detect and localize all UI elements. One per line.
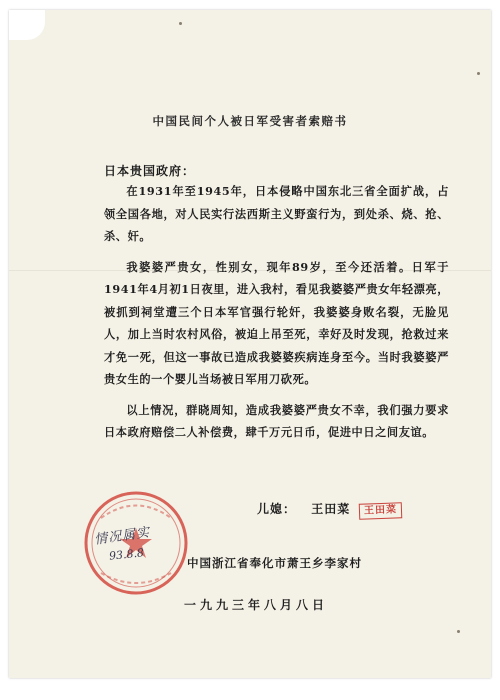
stamp-handwriting: 情况属实: [93, 525, 152, 548]
document-date: 一九九三年八月八日: [184, 598, 329, 612]
document-page: [9, 10, 491, 678]
signer-seal: 王田菜: [359, 502, 403, 519]
signer-line: [257, 500, 402, 519]
paragraph-2: 我婆婆严贵女，性别女，现年89岁，至今还活着。日军于1941年4月初1日夜里，进入我村，看见我婆婆严贵女年轻漂亮，被抓到祠堂遭三个日本军官强行轮奸，我婆婆身败名裂，无脸见人，加上当时农村风俗，被迫上吊至死，幸好及时发现，抢救过来才免一死，但这一事故已造成我婆婆疾病连身至今。当时我婆婆严贵女生的一个婴儿当场被日军用刀砍死。: [104, 259, 449, 386]
paragraph-1: 在1931年至1945年，日本侵略中国东北三省全面扩战，占领全国各地，对人民实行法西斯主义野蛮行为，到处杀、烧、抢、杀、奸。: [104, 184, 449, 243]
paper-speck: [477, 72, 480, 75]
stamp-date: 93.8.8: [108, 546, 145, 563]
signer-name: 王田菜: [311, 502, 351, 516]
paper-speck: [457, 630, 460, 633]
document-title: 中国民间个人被日军受害者索赔书: [152, 114, 348, 128]
salutation: 日本贵国政府：: [104, 164, 196, 178]
paragraph-3: 以上情况，群晓周知，造成我婆婆严贵女不幸，我们强力要求日本政府赔偿二人补偿费，肆千万元日币，促进中日之间友谊。: [104, 402, 449, 439]
paper-speck: [179, 22, 182, 25]
signer-label: 儿媳：: [257, 502, 297, 516]
address: 中国浙江省奉化市萧王乡李家村: [187, 556, 362, 570]
document-body: [104, 180, 449, 452]
